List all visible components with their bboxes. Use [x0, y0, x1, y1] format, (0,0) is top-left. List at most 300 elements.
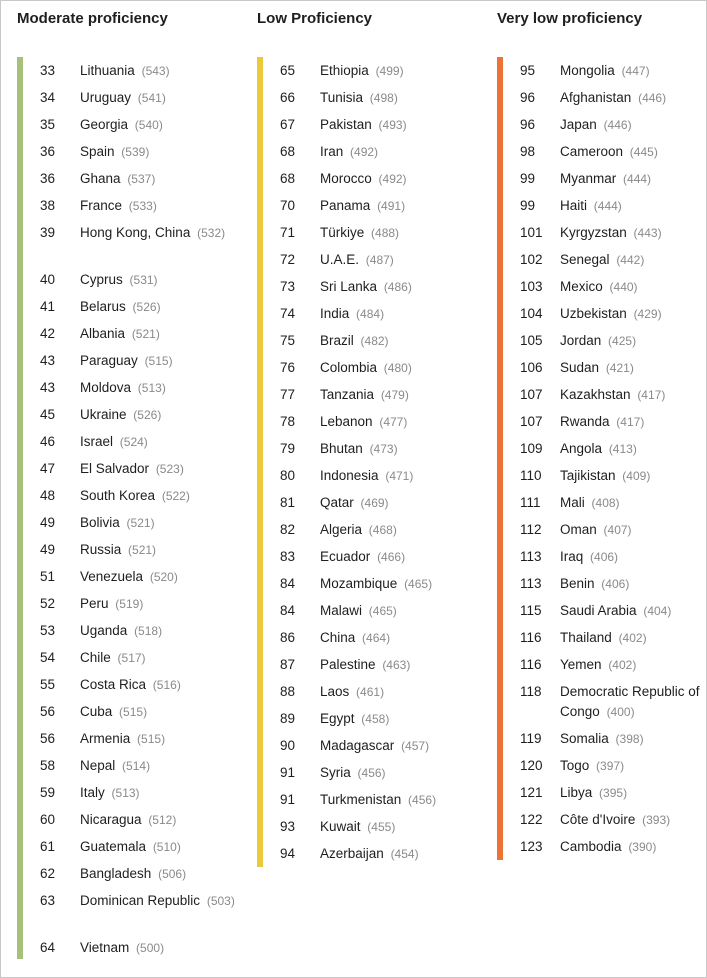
- country-label: [80, 459, 250, 479]
- country-label: [320, 169, 490, 189]
- list-item: [40, 699, 250, 726]
- country-name: Angola: [560, 441, 603, 456]
- proficiency-score: (520): [149, 570, 178, 584]
- list-item: [40, 537, 250, 564]
- country-name: Côte d'Ivoire: [560, 812, 636, 827]
- list-item: [280, 598, 490, 625]
- list-item: [40, 402, 250, 429]
- country-label: [560, 439, 707, 459]
- country-name: Japan: [560, 117, 597, 132]
- proficiency-score: (465): [404, 577, 433, 591]
- country-name: El Salvador: [80, 461, 150, 476]
- rank-number: 115: [520, 603, 542, 618]
- proficiency-score: (543): [141, 64, 170, 78]
- proficiency-score: (524): [119, 435, 148, 449]
- proficiency-color-bar: [17, 57, 23, 959]
- rank-number: 54: [40, 650, 56, 665]
- country-name: Dominican Republic: [80, 893, 201, 908]
- rank-number: 43: [40, 380, 56, 395]
- rank-number: 110: [520, 468, 542, 483]
- country-name: Kazakhstan: [560, 387, 631, 402]
- country-name: Somalia: [560, 731, 609, 746]
- country-name: Rwanda: [560, 414, 610, 429]
- list-item: [280, 571, 490, 598]
- list-item: [280, 328, 490, 355]
- list-item: [520, 780, 707, 807]
- rank-number: 96: [520, 117, 536, 132]
- country-name: Brazil: [320, 333, 354, 348]
- rank-number: 77: [280, 387, 296, 402]
- rank-number: 42: [40, 326, 56, 341]
- rank-number: 105: [520, 333, 543, 348]
- list-item: [520, 463, 707, 490]
- list-item: [40, 753, 250, 780]
- country-name: Bhutan: [320, 441, 363, 456]
- country-label: [80, 567, 250, 587]
- country-label: [320, 142, 490, 162]
- country-name: Vietnam: [80, 940, 130, 955]
- country-name: Costa Rica: [80, 677, 147, 692]
- proficiency-score: (526): [132, 300, 161, 314]
- country-name: Iraq: [560, 549, 584, 564]
- proficiency-score: (484): [356, 307, 385, 321]
- rank-number: 58: [40, 758, 56, 773]
- list-item: [280, 625, 490, 652]
- proficiency-score: (413): [608, 442, 637, 456]
- proficiency-score: (444): [593, 199, 622, 213]
- proficiency-score: (445): [629, 145, 658, 159]
- proficiency-score: (447): [621, 64, 650, 78]
- country-name: U.A.E.: [320, 252, 360, 267]
- rank-number: 123: [520, 839, 543, 854]
- country-label: [320, 682, 490, 702]
- list-item: [40, 58, 250, 85]
- list-item: [280, 301, 490, 328]
- country-label: [80, 196, 250, 216]
- country-name: Mali: [560, 495, 585, 510]
- proficiency-score: (397): [596, 759, 625, 773]
- country-label: [320, 493, 490, 513]
- list-item: [40, 166, 250, 193]
- rank-number: 88: [280, 684, 296, 699]
- country-label: [320, 763, 490, 783]
- country-name: Iran: [320, 144, 344, 159]
- proficiency-score: (469): [360, 496, 389, 510]
- proficiency-score: (537): [127, 172, 156, 186]
- country-label: [560, 547, 707, 567]
- rank-number: 96: [520, 90, 536, 105]
- rank-number: 84: [280, 603, 296, 618]
- country-list: [280, 58, 490, 868]
- country-name: Nicaragua: [80, 812, 142, 827]
- country-name: Thailand: [560, 630, 612, 645]
- proficiency-score: (513): [111, 786, 140, 800]
- country-name: France: [80, 198, 123, 213]
- country-name: Mexico: [560, 279, 603, 294]
- rank-number: 73: [280, 279, 296, 294]
- list-item: [280, 409, 490, 436]
- country-name: Tajikistan: [560, 468, 616, 483]
- country-name: Bangladesh: [80, 866, 152, 881]
- country-name: Uzbekistan: [560, 306, 627, 321]
- country-name: Libya: [560, 785, 593, 800]
- rank-number: 102: [520, 252, 543, 267]
- country-name: Laos: [320, 684, 350, 699]
- proficiency-score: (463): [382, 658, 411, 672]
- list-item: [280, 544, 490, 571]
- country-label: [80, 756, 250, 776]
- country-label: [80, 378, 250, 398]
- list-item: [520, 544, 707, 571]
- list-item: [520, 112, 707, 139]
- country-label: [80, 270, 250, 290]
- proficiency-score: (479): [380, 388, 409, 402]
- country-label: [80, 432, 250, 452]
- rank-number: 38: [40, 198, 56, 213]
- country-label: [320, 790, 490, 810]
- list-item: [520, 625, 707, 652]
- list-item: [280, 166, 490, 193]
- proficiency-score: (400): [606, 705, 635, 719]
- country-label: [560, 115, 707, 135]
- rank-number: 34: [40, 90, 56, 105]
- proficiency-score: (492): [378, 172, 407, 186]
- proficiency-score: (521): [126, 516, 155, 530]
- country-name: Cambodia: [560, 839, 622, 854]
- country-name: Cuba: [80, 704, 113, 719]
- country-label: [320, 61, 490, 81]
- list-item: [40, 807, 250, 834]
- rank-number: 86: [280, 630, 296, 645]
- country-label: [320, 547, 490, 567]
- rank-number: 90: [280, 738, 296, 753]
- rank-number: 67: [280, 117, 296, 132]
- country-label: [560, 250, 707, 270]
- country-name: Spain: [80, 144, 115, 159]
- list-item: [40, 321, 250, 348]
- proficiency-score: (498): [369, 91, 398, 105]
- list-item: [280, 247, 490, 274]
- proficiency-score: (517): [117, 651, 146, 665]
- list-item: [520, 274, 707, 301]
- country-name: Tanzania: [320, 387, 375, 402]
- country-label: [560, 142, 707, 162]
- list-item: [40, 429, 250, 456]
- list-item: [40, 780, 250, 807]
- country-name: Egypt: [320, 711, 355, 726]
- list-item: [280, 814, 490, 841]
- country-label: [560, 412, 707, 432]
- proficiency-score: (446): [638, 91, 667, 105]
- proficiency-score: (516): [152, 678, 181, 692]
- country-name: Cameroon: [560, 144, 624, 159]
- proficiency-score: (477): [379, 415, 408, 429]
- proficiency-score: (454): [390, 847, 419, 861]
- country-name: Venezuela: [80, 569, 144, 584]
- list-item: [280, 85, 490, 112]
- list-item: [280, 355, 490, 382]
- proficiency-score: (444): [623, 172, 652, 186]
- rank-number: 95: [520, 63, 536, 78]
- list-item: [520, 139, 707, 166]
- proficiency-score: (493): [378, 118, 407, 132]
- rank-number: 116: [520, 657, 542, 672]
- country-name: Belarus: [80, 299, 126, 314]
- list-item: [520, 834, 707, 861]
- proficiency-score: (455): [367, 820, 396, 834]
- proficiency-score: (533): [128, 199, 157, 213]
- list-item: [520, 753, 707, 780]
- list-item: [40, 888, 250, 935]
- list-item: [520, 193, 707, 220]
- country-name: India: [320, 306, 350, 321]
- country-label: [560, 520, 707, 540]
- proficiency-score: (482): [360, 334, 389, 348]
- proficiency-score: (522): [161, 489, 190, 503]
- rank-number: 35: [40, 117, 56, 132]
- rank-number: 81: [280, 495, 296, 510]
- rank-number: 122: [520, 812, 543, 827]
- country-label: [560, 810, 707, 830]
- rank-number: 99: [520, 171, 536, 186]
- list-item: [280, 679, 490, 706]
- rank-number: 66: [280, 90, 296, 105]
- country-name: Colombia: [320, 360, 378, 375]
- rank-number: 68: [280, 144, 296, 159]
- rank-number: 74: [280, 306, 296, 321]
- list-item: [280, 382, 490, 409]
- list-item: [280, 841, 490, 868]
- proficiency-score: (402): [618, 631, 647, 645]
- rank-number: 89: [280, 711, 296, 726]
- country-name: Nepal: [80, 758, 116, 773]
- country-name: Chile: [80, 650, 111, 665]
- country-name: Lebanon: [320, 414, 373, 429]
- rank-number: 60: [40, 812, 56, 827]
- list-item: [520, 726, 707, 753]
- rank-number: 52: [40, 596, 56, 611]
- proficiency-score: (531): [129, 273, 158, 287]
- country-name: Algeria: [320, 522, 363, 537]
- rank-number: 33: [40, 63, 56, 78]
- country-label: [80, 405, 250, 425]
- country-name: Mongolia: [560, 63, 615, 78]
- proficiency-score: (408): [591, 496, 620, 510]
- country-name: Indonesia: [320, 468, 379, 483]
- country-label: [560, 88, 707, 108]
- country-name: Turkmenistan: [320, 792, 402, 807]
- list-item: [520, 58, 707, 85]
- country-label: [320, 412, 490, 432]
- country-name: Oman: [560, 522, 597, 537]
- country-name: Paraguay: [80, 353, 138, 368]
- country-label: [320, 736, 490, 756]
- proficiency-score: (499): [375, 64, 404, 78]
- list-item: [280, 517, 490, 544]
- list-item: [280, 733, 490, 760]
- proficiency-score: (521): [131, 327, 160, 341]
- country-name: Syria: [320, 765, 351, 780]
- rank-number: 43: [40, 353, 56, 368]
- rank-number: 121: [520, 785, 543, 800]
- country-name: Senegal: [560, 252, 610, 267]
- country-label: [80, 675, 250, 695]
- country-list: [520, 58, 707, 861]
- rank-number: 120: [520, 758, 543, 773]
- country-name: South Korea: [80, 488, 156, 503]
- country-label: [320, 466, 490, 486]
- rank-number: 75: [280, 333, 296, 348]
- list-item: [280, 706, 490, 733]
- list-item: [40, 139, 250, 166]
- column-title: Low Proficiency: [257, 10, 373, 27]
- rank-number: 64: [40, 940, 56, 955]
- proficiency-score: (521): [128, 543, 157, 557]
- country-label: [320, 574, 490, 594]
- country-name: Democratic Republic of Congo: [560, 684, 700, 719]
- proficiency-score: (398): [615, 732, 644, 746]
- rank-number: 99: [520, 198, 536, 213]
- country-label: [320, 115, 490, 135]
- list-item: [40, 861, 250, 888]
- country-name: China: [320, 630, 356, 645]
- list-item: [40, 267, 250, 294]
- proficiency-score: (540): [134, 118, 163, 132]
- rank-number: 40: [40, 272, 56, 287]
- proficiency-color-bar: [257, 57, 263, 867]
- country-label: [320, 817, 490, 837]
- country-name: Benin: [560, 576, 595, 591]
- rank-number: 91: [280, 765, 296, 780]
- list-item: [280, 139, 490, 166]
- proficiency-score: (503): [206, 894, 235, 908]
- proficiency-score: (518): [134, 624, 163, 638]
- country-label: [80, 783, 250, 803]
- rank-number: 98: [520, 144, 536, 159]
- rank-number: 72: [280, 252, 296, 267]
- proficiency-score: (417): [616, 415, 645, 429]
- list-item: [40, 510, 250, 537]
- proficiency-score: (492): [350, 145, 379, 159]
- rank-number: 103: [520, 279, 543, 294]
- country-name: Sri Lanka: [320, 279, 378, 294]
- rank-number: 48: [40, 488, 56, 503]
- proficiency-score: (515): [144, 354, 173, 368]
- country-label: [560, 277, 707, 297]
- rank-number: 107: [520, 414, 543, 429]
- list-item: [520, 220, 707, 247]
- country-label: [560, 574, 707, 594]
- list-item: [520, 301, 707, 328]
- list-item: [40, 348, 250, 375]
- rank-number: 91: [280, 792, 296, 807]
- list-item: [520, 490, 707, 517]
- list-item: [520, 328, 707, 355]
- proficiency-score: (532): [197, 226, 226, 240]
- country-label: [80, 351, 250, 371]
- list-item: [40, 726, 250, 753]
- country-name: Italy: [80, 785, 105, 800]
- proficiency-score: (500): [136, 941, 165, 955]
- country-label: [560, 837, 707, 857]
- list-item: [520, 85, 707, 112]
- rank-number: 76: [280, 360, 296, 375]
- rank-number: 118: [520, 684, 542, 699]
- country-label: [320, 439, 490, 459]
- rank-number: 107: [520, 387, 543, 402]
- proficiency-score: (510): [152, 840, 181, 854]
- country-name: Sudan: [560, 360, 600, 375]
- country-label: [320, 277, 490, 297]
- country-label: [560, 304, 707, 324]
- country-name: Uruguay: [80, 90, 132, 105]
- proficiency-score: (404): [643, 604, 672, 618]
- country-name: Albania: [80, 326, 126, 341]
- country-label: [560, 385, 707, 405]
- country-label: [560, 493, 707, 513]
- list-item: [520, 517, 707, 544]
- country-label: [320, 655, 490, 675]
- country-name: Cyprus: [80, 272, 123, 287]
- proficiency-score: (446): [603, 118, 632, 132]
- country-label: [80, 810, 250, 830]
- proficiency-score: (457): [401, 739, 430, 753]
- country-name: Kyrgyzstan: [560, 225, 627, 240]
- proficiency-score: (407): [603, 523, 632, 537]
- column-title: Moderate proficiency: [17, 10, 168, 27]
- country-label: [560, 223, 707, 243]
- country-name: Palestine: [320, 657, 376, 672]
- country-name: Ghana: [80, 171, 121, 186]
- country-label: [320, 844, 490, 864]
- country-name: Georgia: [80, 117, 129, 132]
- proficiency-score: (486): [383, 280, 412, 294]
- country-label: [560, 466, 707, 486]
- country-label: [80, 594, 250, 614]
- proficiency-score: (480): [383, 361, 412, 375]
- country-list: [40, 58, 250, 962]
- country-label: [560, 61, 707, 81]
- rank-number: 113: [520, 549, 542, 564]
- list-item: [40, 220, 250, 267]
- country-label: [320, 196, 490, 216]
- rank-number: 59: [40, 785, 56, 800]
- country-label: [560, 358, 707, 378]
- country-label: [320, 385, 490, 405]
- country-label: [80, 115, 250, 135]
- country-label: [320, 331, 490, 351]
- list-item: [520, 355, 707, 382]
- rank-number: 87: [280, 657, 296, 672]
- country-label: [560, 655, 707, 675]
- column-title: Very low proficiency: [497, 10, 643, 27]
- country-name: Ethiopia: [320, 63, 369, 78]
- list-item: [520, 652, 707, 679]
- country-label: [320, 250, 490, 270]
- list-item: [40, 935, 250, 962]
- country-label: [80, 486, 250, 506]
- country-name: Afghanistan: [560, 90, 632, 105]
- country-name: Haiti: [560, 198, 588, 213]
- rank-number: 63: [40, 893, 56, 908]
- proficiency-score: (456): [408, 793, 437, 807]
- country-label: [320, 304, 490, 324]
- country-name: Jordan: [560, 333, 602, 348]
- proficiency-score: (465): [368, 604, 397, 618]
- rank-number: 83: [280, 549, 296, 564]
- rank-number: 113: [520, 576, 542, 591]
- country-name: Qatar: [320, 495, 354, 510]
